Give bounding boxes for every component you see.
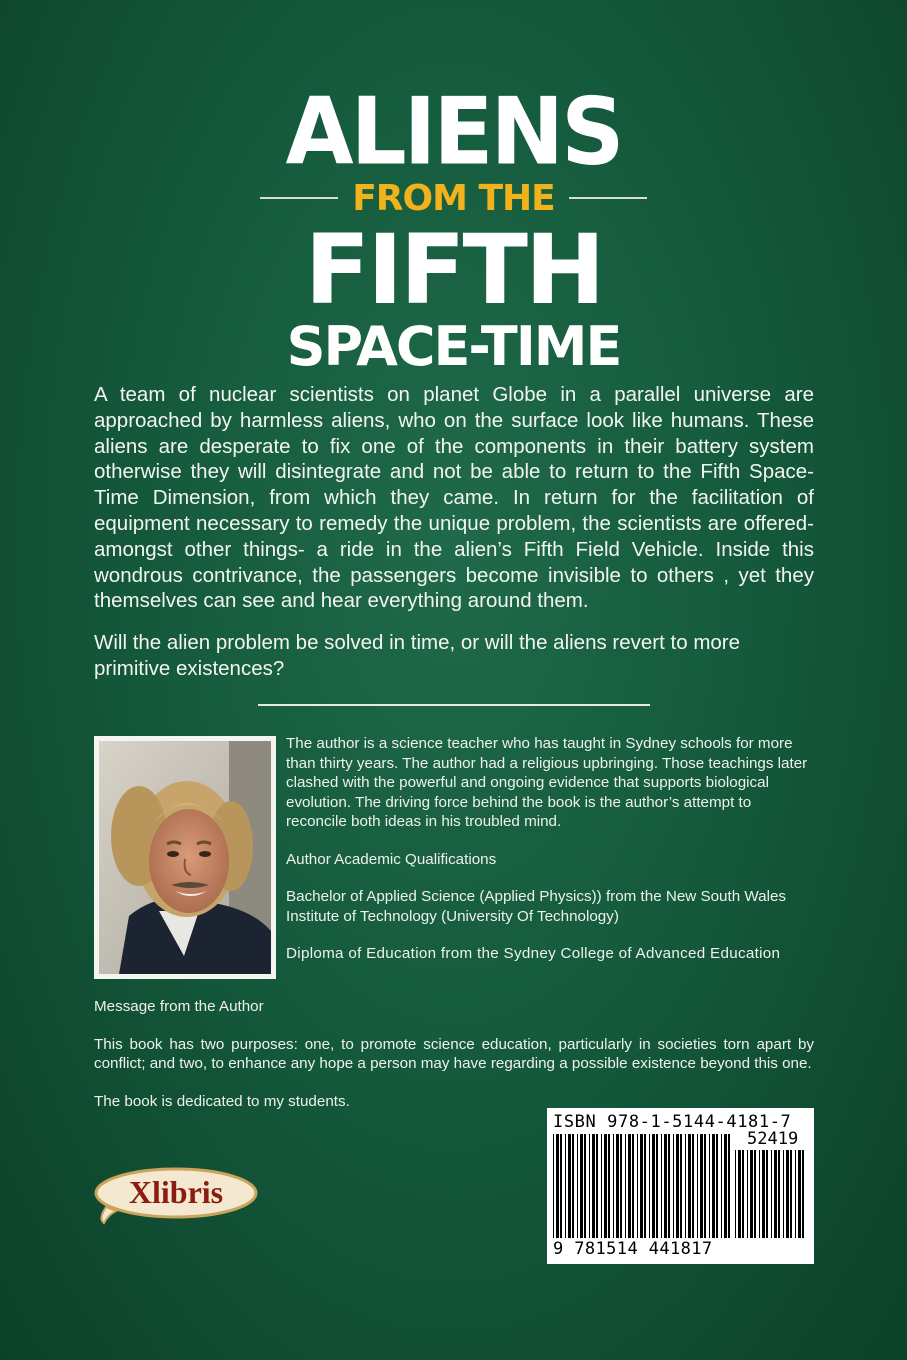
barcode-bar [724, 1134, 727, 1238]
barcode-bar [738, 1150, 741, 1238]
barcode-bar [688, 1134, 691, 1238]
book-title [0, 77, 907, 378]
barcode-bar [685, 1134, 686, 1238]
book-blurb [94, 382, 814, 698]
barcode-bar [786, 1150, 789, 1238]
author-portrait-illustration [99, 741, 271, 974]
isbn-number: ISBN 978-1-5144-4181-7 [553, 1112, 792, 1132]
barcode-bar [783, 1150, 784, 1238]
barcode-bar [565, 1134, 566, 1238]
barcode-bar [661, 1134, 662, 1238]
barcode-bar [596, 1134, 598, 1238]
barcode-bar [742, 1150, 744, 1238]
section-divider [258, 704, 650, 706]
price-code: 52419 [747, 1129, 799, 1149]
title-from-the: FROM THE [352, 177, 555, 219]
barcode-bar [640, 1134, 643, 1238]
barcode-bar [754, 1150, 756, 1238]
barcode-bar [649, 1134, 650, 1238]
barcode-bar [664, 1134, 667, 1238]
barcode-bar [795, 1150, 796, 1238]
barcode-bar [560, 1134, 562, 1238]
barcode-bar [625, 1134, 626, 1238]
publisher-logo-text: Xlibris [128, 1174, 224, 1210]
barcode-bar [656, 1134, 658, 1238]
barcode-bars [553, 1132, 808, 1244]
barcode-bar [644, 1134, 646, 1238]
barcode-bar [673, 1134, 674, 1238]
barcode-bar [620, 1134, 622, 1238]
barcode-bar [604, 1134, 607, 1238]
title-rule-right [569, 197, 647, 199]
title-space-time: SPACE-TIME [286, 315, 621, 378]
barcode-bar [616, 1134, 619, 1238]
barcode-bar [798, 1150, 801, 1238]
barcode-bar [556, 1134, 559, 1238]
barcode-bar [747, 1150, 748, 1238]
barcode-bar [680, 1134, 682, 1238]
barcode-bar [704, 1134, 706, 1238]
dedication: The book is dedicated to my students. [94, 1092, 350, 1110]
blurb-paragraph-1: A team of nuclear scientists on planet Globe in a parallel universe are approached by harmless aliens, who on the surface look like humans. These aliens are desperate to fix one of the components in their battery system otherwise they will disintegrate and not be able to return to the Fifth Space-Time Dimension, from which they came. In return for the facilitation of equipment necessary to remedy the unique problem, the scientists are offered- amongst other things- a ride in the alien’s Fifth Field Vehicle. Inside this wondrous contrivance, the passengers become invisible to others , yet they themselves can see and hear everything around them. [94, 383, 814, 613]
barcode-bar [584, 1134, 586, 1238]
barcode-bar [771, 1150, 772, 1238]
barcode-bar [700, 1134, 703, 1238]
barcode-bar [580, 1134, 583, 1238]
barcode-bar [735, 1150, 736, 1238]
barcode-bar [613, 1134, 614, 1238]
barcode-bar [716, 1134, 718, 1238]
barcode-bar [692, 1134, 694, 1238]
publisher-logo [92, 1163, 262, 1230]
isbn-barcode [547, 1108, 814, 1264]
blurb-paragraph-2: Will the alien problem be solved in time, or will the aliens revert to more primitive existences? [94, 631, 741, 680]
barcode-bar [802, 1150, 804, 1238]
barcode-bar [668, 1134, 670, 1238]
qualification-2: Diploma of Education from the Sydney College of Advanced Education [286, 945, 781, 962]
qualifications-heading: Author Academic Qualifications [286, 850, 497, 868]
title-fifth: FIFTH [304, 214, 603, 326]
barcode-bar [652, 1134, 655, 1238]
barcode-bar [568, 1134, 571, 1238]
barcode-bar [592, 1134, 595, 1238]
barcode-bar [572, 1134, 574, 1238]
barcode-bar [553, 1134, 554, 1238]
barcode-bar [577, 1134, 578, 1238]
author-photo [94, 736, 276, 979]
barcode-bar [790, 1150, 792, 1238]
barcode-bar [762, 1150, 765, 1238]
message-body: This book has two purposes: one, to promote science education, particularly in societies torn apart by conflict; and two, to enhance any hope a person may have regarding a possible existence beyond this one. [94, 1035, 814, 1072]
barcode-bar [632, 1134, 634, 1238]
barcode-bar [628, 1134, 631, 1238]
barcode-bar [766, 1150, 768, 1238]
barcode-bar [721, 1134, 722, 1238]
barcode-bar [712, 1134, 715, 1238]
author-bio-text: The author is a science teacher who has taught in Sydney schools for more than thirty years. The author had a religious upbringing. Those teachings later clashed with the powerful and ongoing evidence that supports biological evolution. The driving force behind the book is the author’s attempt to reconcile both ideas in his troubled mind. [286, 735, 808, 830]
barcode-bar [608, 1134, 610, 1238]
barcode-bar [676, 1134, 679, 1238]
barcode-bar [774, 1150, 777, 1238]
barcode-bar [778, 1150, 780, 1238]
barcode-bar [697, 1134, 698, 1238]
ean-number: 9 781514 441817 [553, 1239, 713, 1259]
barcode-bar [728, 1134, 730, 1238]
title-aliens: ALIENS [285, 77, 622, 186]
author-bio [286, 734, 813, 982]
barcode-bar [709, 1134, 710, 1238]
message-heading: Message from the Author [94, 998, 264, 1015]
qualification-1: Bachelor of Applied Science (Applied Physics)) from the New South Wales Institute of Technology (University Of Technology) [286, 888, 787, 925]
barcode-bar [637, 1134, 638, 1238]
title-rule-left [260, 197, 338, 199]
barcode-bar [759, 1150, 760, 1238]
barcode-bar [589, 1134, 590, 1238]
barcode-bar [601, 1134, 602, 1238]
barcode-bar [750, 1150, 753, 1238]
